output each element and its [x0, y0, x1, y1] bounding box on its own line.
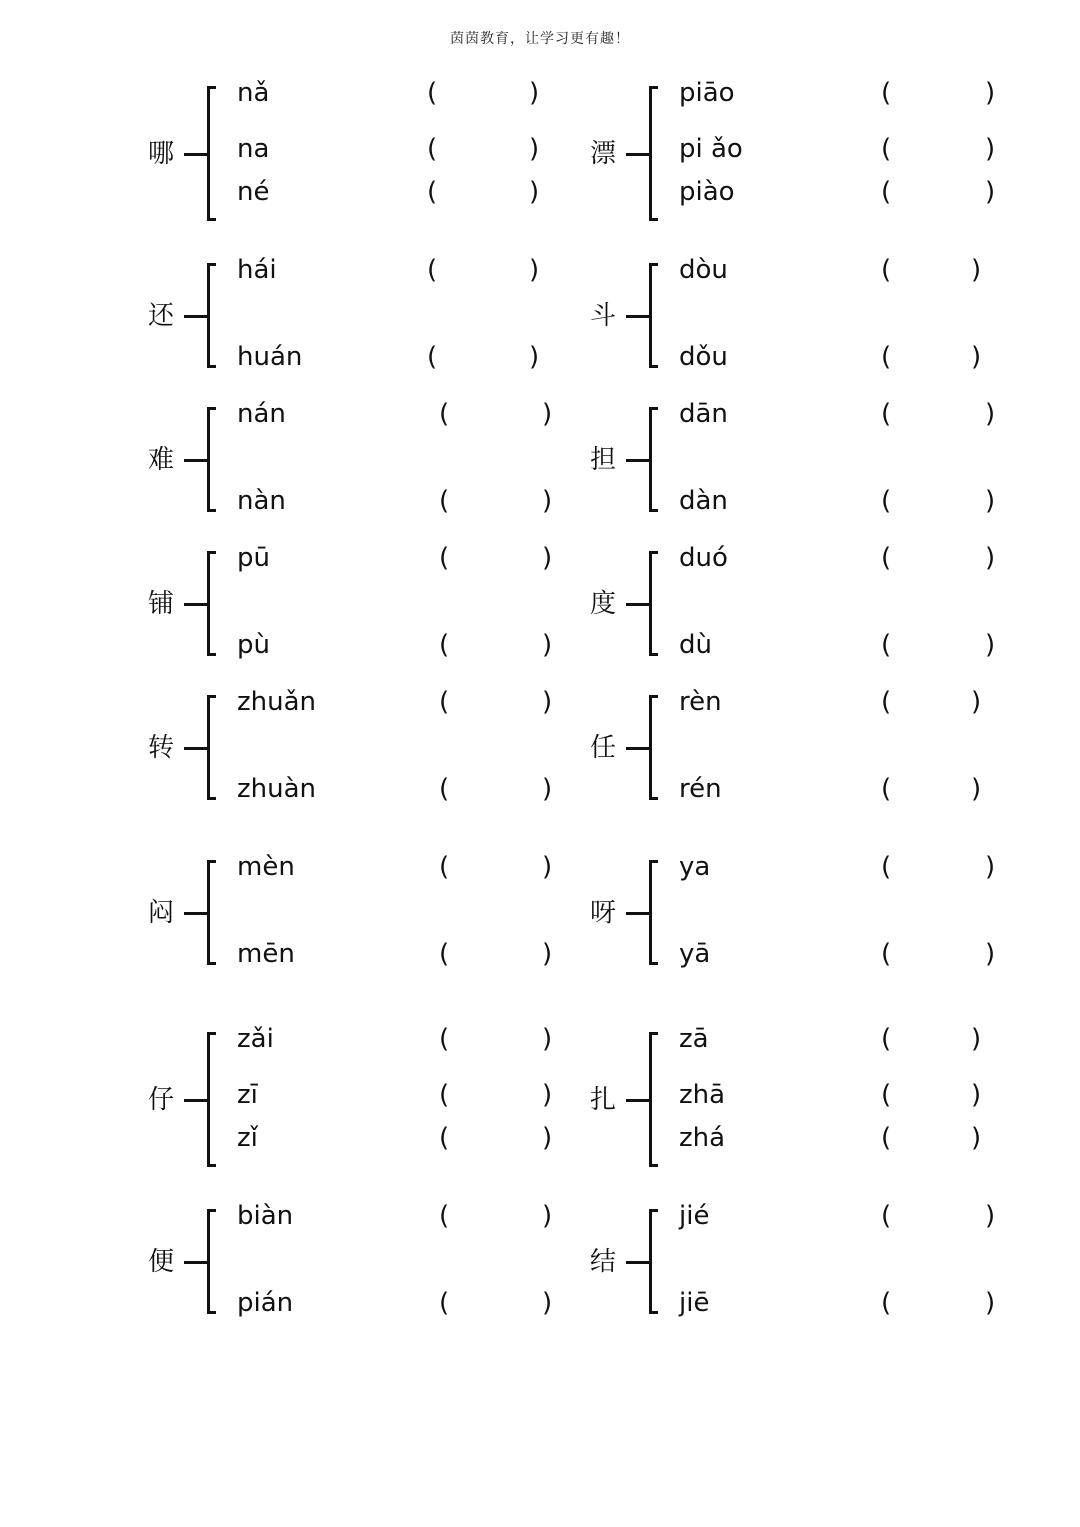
- paren-open: (: [881, 1288, 892, 1318]
- paren-close: ): [542, 486, 553, 516]
- paren-open: (: [881, 543, 892, 573]
- paren-open: (: [881, 255, 892, 285]
- reading-item: [679, 486, 1019, 516]
- answer-blank[interactable]: [453, 1123, 538, 1153]
- paren-open: (: [881, 1080, 892, 1110]
- paren-open: (: [427, 255, 438, 285]
- pinyin-reading: rèn: [679, 687, 722, 717]
- paren-open: (: [881, 939, 892, 969]
- pinyin-reading: zī: [237, 1080, 258, 1110]
- paren-close: ): [985, 134, 996, 164]
- paren-close: ): [971, 1123, 982, 1153]
- answer-blank[interactable]: [895, 1024, 967, 1054]
- hanzi-character: 结: [590, 1246, 617, 1277]
- paren-close: ): [971, 342, 982, 372]
- brace-stem: [626, 1261, 650, 1264]
- answer-blank[interactable]: [453, 543, 538, 573]
- pinyin-reading: dǒu: [679, 342, 728, 372]
- paren-open: (: [439, 1080, 450, 1110]
- pinyin-reading: zā: [679, 1024, 709, 1054]
- paren-open: (: [881, 399, 892, 429]
- brace-stem: [184, 315, 208, 318]
- answer-blank[interactable]: [453, 1024, 538, 1054]
- paren-open: (: [439, 1123, 450, 1153]
- brace-stem: [626, 459, 650, 462]
- paren-close: ): [542, 687, 553, 717]
- paren-open: (: [881, 1024, 892, 1054]
- pinyin-reading: na: [237, 134, 270, 164]
- reading-item: [237, 78, 577, 108]
- bracket: [207, 1209, 216, 1314]
- hanzi-character: 扎: [590, 1084, 617, 1115]
- answer-blank[interactable]: [441, 342, 525, 372]
- answer-blank[interactable]: [895, 630, 981, 660]
- paren-close: ): [542, 1288, 553, 1318]
- paren-open: (: [427, 78, 438, 108]
- brace-stem: [184, 912, 208, 915]
- reading-item: [237, 630, 577, 660]
- hanzi-character: 任: [590, 732, 617, 763]
- paren-open: (: [881, 342, 892, 372]
- answer-blank[interactable]: [895, 939, 981, 969]
- reading-item: [237, 399, 577, 429]
- brace-stem: [184, 459, 208, 462]
- paren-close: ): [542, 1080, 553, 1110]
- hanzi-character: 便: [148, 1246, 175, 1277]
- brace-stem: [626, 153, 650, 156]
- paren-open: (: [439, 486, 450, 516]
- answer-blank[interactable]: [453, 399, 538, 429]
- paren-close: ): [542, 1024, 553, 1054]
- pinyin-reading: huán: [237, 342, 303, 372]
- paren-close: ): [529, 78, 540, 108]
- paren-close: ): [542, 399, 553, 429]
- bracket: [207, 551, 216, 656]
- paren-close: ): [542, 630, 553, 660]
- paren-close: ): [542, 1123, 553, 1153]
- paren-close: ): [529, 177, 540, 207]
- bracket: [649, 860, 658, 965]
- brace-stem: [626, 603, 650, 606]
- reading-item: [237, 255, 577, 285]
- hanzi-character: 呀: [590, 897, 617, 928]
- pinyin-reading: zhuǎn: [237, 687, 317, 717]
- answer-blank[interactable]: [895, 255, 967, 285]
- reading-item: [679, 134, 1019, 164]
- pinyin-reading: rén: [679, 774, 722, 804]
- pinyin-reading: yā: [679, 939, 711, 969]
- hanzi-character: 仔: [148, 1084, 175, 1115]
- bracket: [207, 860, 216, 965]
- bracket: [207, 407, 216, 512]
- hanzi-character: 还: [148, 300, 175, 331]
- paren-open: (: [439, 852, 450, 882]
- pinyin-reading: piào: [679, 177, 735, 207]
- reading-item: [679, 1201, 1019, 1231]
- brace-stem: [184, 603, 208, 606]
- answer-blank[interactable]: [895, 543, 981, 573]
- paren-close: ): [985, 486, 996, 516]
- page-header: 茵茵教育，让学习更有趣！: [450, 31, 630, 47]
- bracket: [649, 407, 658, 512]
- bracket: [207, 695, 216, 800]
- pinyin-reading: biàn: [237, 1201, 294, 1231]
- reading-item: [679, 774, 1019, 804]
- reading-item: [237, 543, 577, 573]
- paren-close: ): [985, 543, 996, 573]
- pinyin-reading: zhā: [679, 1080, 726, 1110]
- paren-close: ): [542, 939, 553, 969]
- paren-open: (: [439, 543, 450, 573]
- reading-item: [679, 630, 1019, 660]
- answer-blank[interactable]: [895, 687, 967, 717]
- pinyin-reading: zǐ: [237, 1123, 258, 1153]
- reading-item: [237, 177, 577, 207]
- paren-open: (: [881, 852, 892, 882]
- paren-close: ): [985, 1288, 996, 1318]
- paren-open: (: [439, 1288, 450, 1318]
- answer-blank[interactable]: [441, 177, 525, 207]
- paren-open: (: [439, 939, 450, 969]
- hanzi-character: 斗: [590, 300, 617, 331]
- hanzi-character: 难: [148, 444, 175, 475]
- pinyin-reading: mēn: [237, 939, 295, 969]
- answer-blank[interactable]: [895, 1201, 981, 1231]
- reading-item: [237, 1123, 577, 1153]
- bracket: [207, 263, 216, 368]
- answer-blank[interactable]: [895, 1288, 981, 1318]
- paren-open: (: [439, 687, 450, 717]
- paren-open: (: [439, 774, 450, 804]
- reading-item: [679, 399, 1019, 429]
- answer-blank[interactable]: [441, 255, 525, 285]
- reading-item: [237, 939, 577, 969]
- pinyin-reading: jiē: [679, 1288, 710, 1318]
- pinyin-reading: mèn: [237, 852, 295, 882]
- reading-item: [679, 1080, 1019, 1110]
- paren-close: ): [542, 852, 553, 882]
- pinyin-reading: piāo: [679, 78, 735, 108]
- paren-open: (: [881, 78, 892, 108]
- paren-close: ): [985, 852, 996, 882]
- paren-open: (: [439, 1201, 450, 1231]
- reading-item: [679, 852, 1019, 882]
- pinyin-reading: né: [237, 177, 270, 207]
- answer-blank[interactable]: [895, 134, 981, 164]
- answer-blank[interactable]: [453, 687, 538, 717]
- answer-blank[interactable]: [441, 134, 525, 164]
- reading-item: [237, 774, 577, 804]
- pinyin-reading: dù: [679, 630, 712, 660]
- paren-open: (: [881, 486, 892, 516]
- answer-blank[interactable]: [895, 1123, 967, 1153]
- paren-close: ): [971, 1080, 982, 1110]
- pinyin-reading: pián: [237, 1288, 294, 1318]
- hanzi-character: 闷: [148, 897, 175, 928]
- paren-close: ): [542, 543, 553, 573]
- reading-item: [237, 852, 577, 882]
- paren-close: ): [542, 774, 553, 804]
- hanzi-character: 度: [590, 588, 617, 619]
- pinyin-reading: jié: [679, 1201, 710, 1231]
- answer-blank[interactable]: [453, 939, 538, 969]
- paren-open: (: [881, 134, 892, 164]
- reading-item: [237, 1024, 577, 1054]
- paren-close: ): [985, 630, 996, 660]
- paren-open: (: [439, 399, 450, 429]
- hanzi-character: 担: [590, 444, 617, 475]
- paren-open: (: [427, 177, 438, 207]
- reading-item: [679, 342, 1019, 372]
- bracket: [649, 551, 658, 656]
- paren-close: ): [985, 177, 996, 207]
- brace-stem: [184, 747, 208, 750]
- bracket: [207, 1032, 216, 1167]
- paren-open: (: [881, 177, 892, 207]
- paren-open: (: [881, 687, 892, 717]
- answer-blank[interactable]: [453, 852, 538, 882]
- reading-item: [679, 1288, 1019, 1318]
- bracket: [649, 1032, 658, 1167]
- pinyin-reading: pù: [237, 630, 270, 660]
- pinyin-reading: hái: [237, 255, 277, 285]
- brace-stem: [626, 912, 650, 915]
- reading-item: [237, 1080, 577, 1110]
- hanzi-character: 漂: [590, 138, 617, 169]
- paren-close: ): [971, 687, 982, 717]
- reading-item: [237, 342, 577, 372]
- reading-item: [237, 1201, 577, 1231]
- answer-blank[interactable]: [895, 486, 981, 516]
- reading-item: [237, 1288, 577, 1318]
- paren-close: ): [542, 1201, 553, 1231]
- bracket: [207, 86, 216, 221]
- pinyin-reading: dòu: [679, 255, 728, 285]
- answer-blank[interactable]: [453, 1201, 538, 1231]
- reading-item: [679, 939, 1019, 969]
- answer-blank[interactable]: [895, 1080, 967, 1110]
- pinyin-reading: dān: [679, 399, 728, 429]
- answer-blank[interactable]: [453, 630, 538, 660]
- reading-item: [237, 687, 577, 717]
- answer-blank[interactable]: [895, 774, 967, 804]
- answer-blank[interactable]: [895, 78, 981, 108]
- reading-item: [679, 177, 1019, 207]
- paren-open: (: [881, 1123, 892, 1153]
- paren-open: (: [427, 134, 438, 164]
- pinyin-reading: pi ǎo: [679, 134, 743, 164]
- paren-close: ): [529, 255, 540, 285]
- bracket: [649, 695, 658, 800]
- answer-blank[interactable]: [453, 1080, 538, 1110]
- hanzi-character: 铺: [148, 588, 175, 619]
- answer-blank[interactable]: [441, 78, 525, 108]
- paren-close: ): [971, 255, 982, 285]
- paren-open: (: [881, 1201, 892, 1231]
- pinyin-reading: nàn: [237, 486, 286, 516]
- pinyin-reading: duó: [679, 543, 728, 573]
- brace-stem: [626, 315, 650, 318]
- paren-close: ): [985, 939, 996, 969]
- answer-blank[interactable]: [895, 342, 967, 372]
- brace-stem: [184, 153, 208, 156]
- paren-close: ): [985, 1201, 996, 1231]
- reading-item: [679, 78, 1019, 108]
- reading-item: [679, 543, 1019, 573]
- pinyin-reading: zǎi: [237, 1024, 274, 1054]
- reading-item: [679, 687, 1019, 717]
- pinyin-reading: zhá: [679, 1123, 726, 1153]
- bracket: [649, 1209, 658, 1314]
- paren-close: ): [985, 399, 996, 429]
- pinyin-reading: zhuàn: [237, 774, 317, 804]
- bracket: [649, 263, 658, 368]
- pinyin-reading: dàn: [679, 486, 728, 516]
- answer-blank[interactable]: [895, 399, 981, 429]
- answer-blank[interactable]: [453, 486, 538, 516]
- reading-item: [679, 1123, 1019, 1153]
- answer-blank[interactable]: [895, 177, 981, 207]
- paren-open: (: [881, 774, 892, 804]
- pinyin-reading: nǎ: [237, 78, 270, 108]
- pinyin-reading: ya: [679, 852, 711, 882]
- bracket: [649, 86, 658, 221]
- brace-stem: [184, 1099, 208, 1102]
- reading-item: [237, 134, 577, 164]
- brace-stem: [626, 1099, 650, 1102]
- reading-item: [679, 255, 1019, 285]
- brace-stem: [626, 747, 650, 750]
- paren-close: ): [529, 342, 540, 372]
- paren-close: ): [985, 78, 996, 108]
- paren-close: ): [971, 1024, 982, 1054]
- pinyin-reading: nán: [237, 399, 286, 429]
- answer-blank[interactable]: [895, 852, 981, 882]
- hanzi-character: 转: [148, 732, 175, 763]
- paren-open: (: [427, 342, 438, 372]
- pinyin-reading: pū: [237, 543, 270, 573]
- answer-blank[interactable]: [453, 1288, 538, 1318]
- answer-blank[interactable]: [453, 774, 538, 804]
- paren-close: ): [971, 774, 982, 804]
- hanzi-character: 哪: [148, 138, 175, 169]
- reading-item: [679, 1024, 1019, 1054]
- paren-open: (: [881, 630, 892, 660]
- reading-item: [237, 486, 577, 516]
- paren-close: ): [529, 134, 540, 164]
- paren-open: (: [439, 630, 450, 660]
- paren-open: (: [439, 1024, 450, 1054]
- brace-stem: [184, 1261, 208, 1264]
